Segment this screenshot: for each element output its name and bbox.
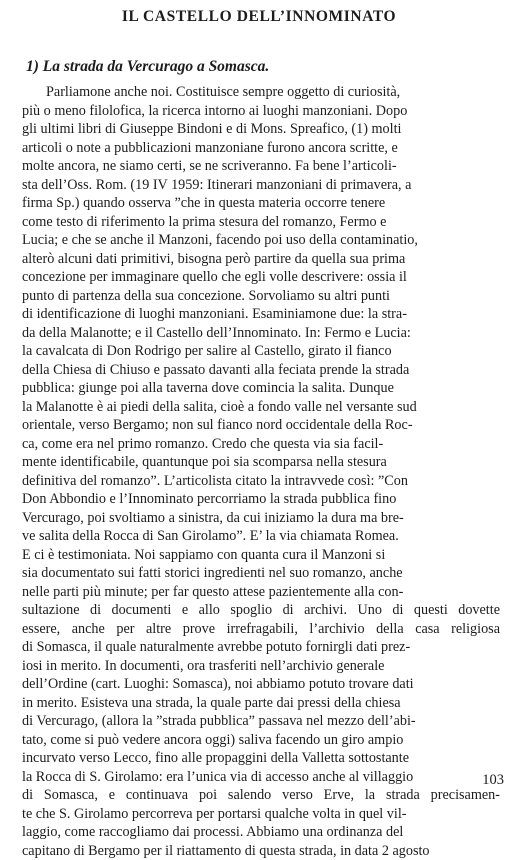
text-line: articoli o note a pubblicazioni manzoniane furono ancora scritte, e: [22, 139, 500, 158]
text-line: ca, come era nel primo romanzo. Credo che questa via sia facil-: [22, 435, 500, 454]
text-line: sia documentato sui fatti storici ingredienti nel suo romanzo, anche: [22, 564, 500, 583]
text-line: Don Abbondio e l’Innominato percorriamo la strada pubblica fino: [22, 490, 500, 509]
text-line: di Somasca, e continuava poi salendo verso Erve, la strada precisamen-: [22, 786, 500, 805]
text-line: iosi in merito. In documenti, ora trasferiti nell’archivio generale: [22, 657, 500, 676]
text-line: alterò alcuni dati primitivi, bisogna però partire da quella sua prima: [22, 250, 500, 269]
text-line: orientale, verso Bergamo; non sul fianco nord occidentale della Roc-: [22, 416, 500, 435]
text-line: pubblica: giunge poi alla taverna dove comincia la salita. Dunque: [22, 379, 500, 398]
text-line: capitano di Bergamo per il riattamento di questa strada, in data 2 agosto: [22, 842, 500, 860]
text-line: la Rocca di S. Girolamo: era l’unica via di accesso anche al villaggio: [22, 768, 500, 787]
text-line: E ci è testimoniata. Noi sappiamo con quanta cura il Manzoni si: [22, 546, 500, 565]
page-title: IL CASTELLO DELL’INNOMINATO: [0, 8, 518, 26]
text-line: laggio, come raccogliamo dai processi. Abbiamo una ordinanza del: [22, 823, 500, 842]
text-line: Vercurago, poi svoltiamo a sinistra, da cui iniziamo la dura ma bre-: [22, 509, 500, 528]
text-line: più o meno filolofica, la ricerca intorno ai luoghi manzoniani. Dopo: [22, 102, 500, 121]
text-line: la Malanotte è ai piedi della salita, cioè a fondo valle nel versante sud: [22, 398, 500, 417]
text-line: definitiva del romanzo”. L’articolista citato la intravvede così: ”Con: [22, 472, 500, 491]
body-text: [22, 83, 500, 860]
text-line: nelle parti più minute; per far questo attese pazientemente alla con-: [22, 583, 500, 602]
text-line: concezione per immaginare quello che egli volle descrivere: ossia il: [22, 268, 500, 287]
text-line: Lucia; e che se anche il Manzoni, facendo poi uso della contaminatio,: [22, 231, 500, 250]
text-line: di Vercurago, (allora la ”strada pubblica” passava nel mezzo dell’abi-: [22, 712, 500, 731]
text-line: ve salita della Rocca di San Girolamo”. E’ la via chiamata Romea.: [22, 527, 500, 546]
text-line: punto di partenza della sua concezione. Sorvoliamo su altri punti: [22, 287, 500, 306]
text-line: sta dell’Oss. Rom. (19 IV 1959: Itinerari manzoniani di primavera, a: [22, 176, 500, 195]
text-line: dell’Ordine (cart. Luoghi: Somasca), noi abbiamo potuto trovare dati: [22, 675, 500, 694]
text-line: molte ancora, ne siamo certi, se ne scriveranno. Fa bene l’articoli-: [22, 157, 500, 176]
text-line: essere, anche per altre prove irrefragabili, l’archivio della casa religiosa: [22, 620, 500, 639]
section-heading: 1) La strada da Vercurago a Somasca.: [26, 58, 269, 76]
text-line: di identificazione di luoghi manzoniani. Esaminiamone due: la stra-: [22, 305, 500, 324]
text-line: Parliamone anche noi. Costituisce sempre oggetto di curiosità,: [22, 83, 500, 102]
text-line: firma Sp.) quando osserva ”che in questa materia occorre tenere: [22, 194, 500, 213]
text-line: incurvato verso Lecco, fino alle propaggini della Valletta sottostante: [22, 749, 500, 768]
text-line: sultazione di documenti e allo spoglio di archivi. Uno di questi dovette: [22, 601, 500, 620]
text-line: da della Malanotte; e il Castello dell’Innominato. In: Fermo e Lucia:: [22, 324, 500, 343]
text-line: come testo di riferimento la prima stesura del romanzo, Fermo e: [22, 213, 500, 232]
page-number: 103: [482, 772, 504, 789]
text-line: della Chiesa di Chiuso e passato davanti alla feciata prende la strada: [22, 361, 500, 380]
text-line: di Somasca, il quale naturalmente avrebbe potuto fornirgli dati prez-: [22, 638, 500, 657]
text-line: in merito. Esisteva una strada, la quale parte dai pressi della chiesa: [22, 694, 500, 713]
text-line: mente identificabile, quantunque poi sia scomparsa nella stesura: [22, 453, 500, 472]
text-line: tato, come si può vedere ancora oggi) saliva facendo un giro ampio: [22, 731, 500, 750]
text-line: te che S. Girolamo percorreva per portarsi qualche volta in quel vil-: [22, 805, 500, 824]
text-line: gli ultimi libri di Giuseppe Bindoni e di Mons. Spreafico, (1) molti: [22, 120, 500, 139]
text-line: la cavalcata di Don Rodrigo per salire al Castello, girato il fianco: [22, 342, 500, 361]
